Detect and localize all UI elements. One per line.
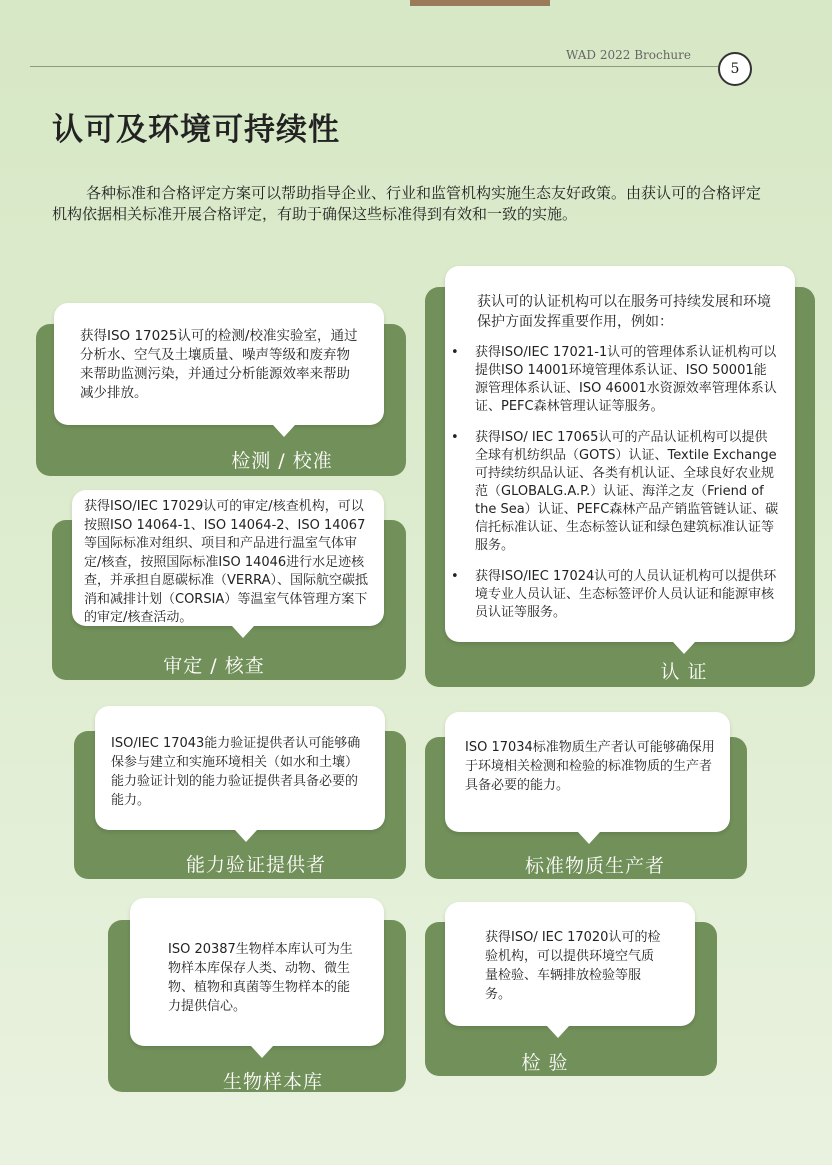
page-number: 5 — [718, 52, 752, 86]
bullet-icon: • — [451, 345, 459, 360]
validation-label: 审定 / 核查 — [163, 655, 265, 677]
proficiency-notch — [235, 830, 257, 842]
reference-text: ISO 17034标准物质生产者认可能够确保用于环境相关检测和检验的标准物质的生产者具备必要的能力。 — [465, 740, 715, 793]
inspection-text: 获得ISO/ IEC 17020认可的检验机构，可以提供环境空气质量检验、车辆排放检验等服务。 — [485, 930, 661, 1002]
certification-item-text: 获得ISO/IEC 17021-1认可的管理体系认证机构可以提供ISO 14001环境管理体系认证、ISO 50001能源管理体系认证、ISO 46001水资源效率管理体系认证、PEFC森林管理认证等服务。 — [475, 345, 777, 414]
validation-text: 获得ISO/IEC 17029认可的审定/核查机构，可以按照ISO 14064-1、ISO 14064-2、ISO 14067等国际标准对组织、项目和产品进行温室气体审定/核查，按照国际标准ISO 14046进行水足迹核查，并承担自愿碳标准（VERRA）、国际航空碳抵消和减排计划（CORSIA）等温室气体管理方案下的审定/核查活动。 — [84, 499, 369, 625]
inspection-notch — [547, 1026, 569, 1038]
bullet-icon: • — [451, 430, 459, 445]
reference-text-box — [445, 712, 730, 832]
validation-notch — [232, 626, 254, 638]
certification-item — [445, 429, 779, 555]
testing-label: 检测 / 校准 — [231, 450, 333, 472]
intro-paragraph: 各种标准和合格评定方案可以帮助指导企业、行业和监管机构实施生态友好政策。由获认可的合格评定机构依据相关标准开展合格评定，有助于确保这些标准得到有效和一致的实施。 — [52, 184, 762, 223]
validation-text-box — [72, 490, 384, 626]
bullet-icon: • — [451, 569, 459, 584]
testing-text: 获得ISO 17025认可的检测/校准实验室，通过分析水、空气及土壤质量、噪声等级和废弃物来帮助监测污染，并通过分析能源效率来帮助减少排放。 — [80, 328, 358, 401]
brochure-title: WAD 2022 Brochure — [566, 48, 691, 62]
biobank-label: 生物样本库 — [222, 1071, 323, 1093]
certification-item-text: 获得ISO/IEC 17024认可的人员认证机构可以提供环境专业人员认证、生态标签评价人员认证和能源审核员认证等服务。 — [475, 569, 777, 620]
header-divider — [30, 66, 720, 67]
certification-item-text: 获得ISO/ IEC 17065认可的产品认证机构可以提供全球有机纺织品（GOTS）认证、Textile Exchange可持续纺织品认证、各类有机认证、全球良好农业规范（GLOBALG.A.P.）认证、海洋之友（Friend of the Sea）认证、PEFC森林产品产销监管链认证、碳信托标准认证、生态标签认证和绿色建筑标准认证等服务。 — [475, 430, 779, 553]
proficiency-text: ISO/IEC 17043能力验证提供者认可能够确保参与建立和实施环境相关（如水和土壤）能力验证计划的能力验证提供者具备必要的能力。 — [111, 736, 361, 808]
certification-notch — [673, 642, 695, 654]
proficiency-label: 能力验证提供者 — [185, 854, 326, 876]
biobank-notch — [251, 1046, 273, 1058]
reference-label: 标准物质生产者 — [524, 855, 665, 877]
inspection-label: 检 验 — [521, 1052, 569, 1074]
certification-item — [445, 344, 779, 416]
certification-item — [445, 568, 779, 622]
testing-text-box — [54, 303, 384, 425]
biobank-text: ISO 20387生物样本库认可为生物样本库保存人类、动物、微生物、植物和真菌等生物样本的能力提供信心。 — [168, 942, 353, 1014]
certification-label: 认 证 — [660, 661, 708, 683]
testing-notch — [273, 425, 295, 437]
proficiency-text-box — [95, 706, 385, 830]
certification-text-box — [445, 266, 795, 642]
top-tab-decoration — [410, 0, 550, 6]
certification-intro: 获认可的认证机构可以在服务可持续发展和环境保护方面发挥重要作用，例如： — [477, 294, 771, 330]
page-title: 认可及环境可持续性 — [52, 112, 340, 148]
biobank-text-box — [130, 898, 384, 1046]
inspection-text-box — [445, 902, 695, 1026]
reference-notch — [578, 832, 600, 844]
certification-list — [445, 344, 795, 622]
